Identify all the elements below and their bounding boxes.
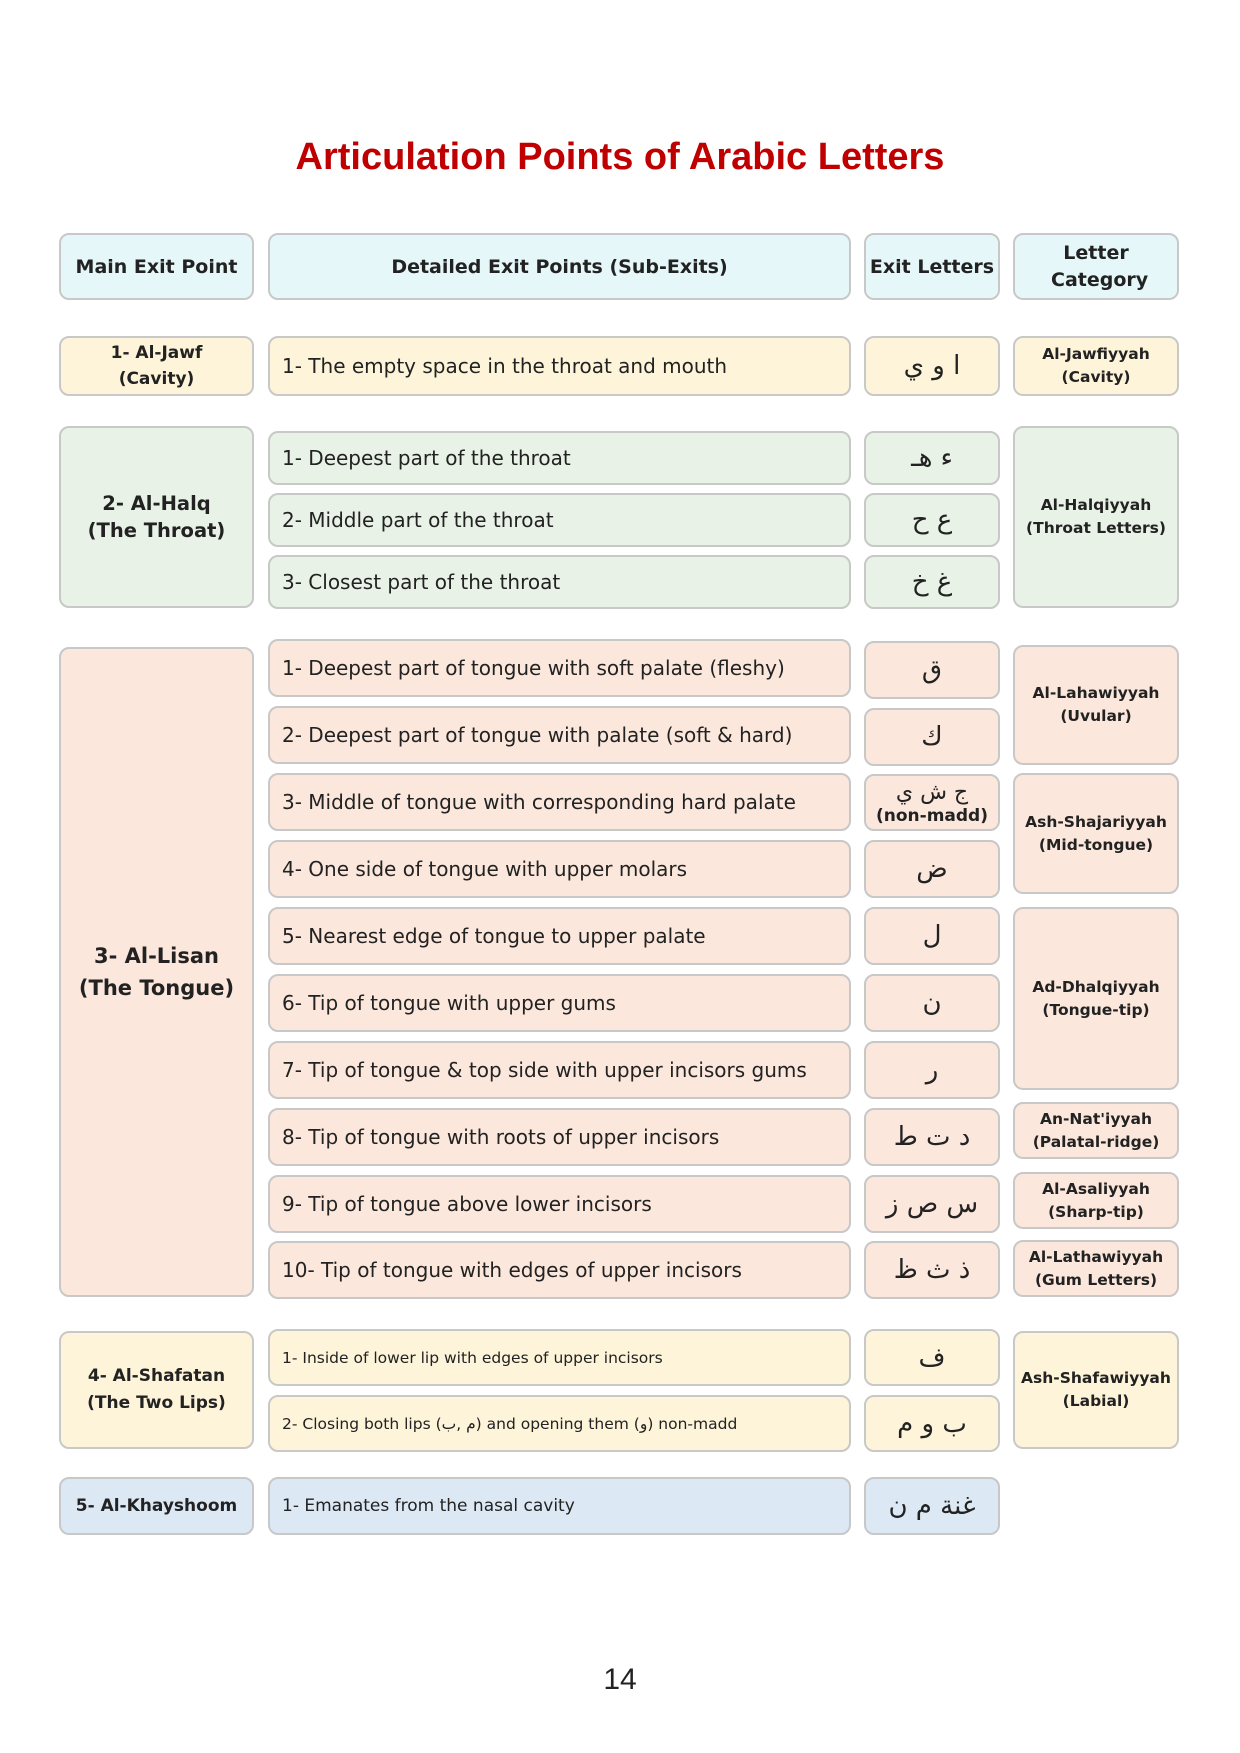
exit-letters-cell — [864, 1175, 1000, 1233]
exit-letters-cell — [864, 431, 1000, 485]
detail-row — [268, 1175, 851, 1233]
exit-letters: ق — [921, 655, 943, 685]
main-exit-lisan-name: 3- Al-Lisan — [93, 944, 219, 968]
detail-row — [268, 336, 851, 396]
exit-letters-cell — [864, 1395, 1000, 1452]
category-translation: (Labial) — [1062, 1392, 1130, 1410]
detail-row — [268, 431, 851, 485]
exit-letters-cell — [864, 555, 1000, 609]
category-halqiyyah — [1013, 426, 1179, 608]
exit-letters: ن — [922, 988, 942, 1018]
main-exit-khayshoom-name: 5- Al-Khayshoom — [75, 1496, 238, 1516]
exit-letters: ذ ث ظ — [893, 1255, 971, 1285]
main-exit-lisan — [59, 647, 254, 1297]
exit-letters: س ص ز — [885, 1189, 979, 1219]
exit-letters: د ت ط — [893, 1122, 971, 1152]
category-translation: (Gum Letters) — [1034, 1270, 1158, 1289]
main-exit-jawf-name: 1- Al-Jawf — [110, 343, 203, 363]
main-exit-halq — [59, 426, 254, 608]
detail-row — [268, 1041, 851, 1099]
header-exit-letters — [864, 233, 1000, 300]
detail-text: 5- Nearest edge of tongue to upper palate — [282, 924, 706, 948]
category-lahawiyyah — [1013, 645, 1179, 765]
main-exit-khayshoom — [59, 1477, 254, 1535]
detail-row — [268, 1329, 851, 1386]
detail-text: 4- One side of tongue with upper molars — [282, 857, 688, 881]
detail-row — [268, 493, 851, 547]
exit-letters-cell — [864, 774, 1000, 831]
exit-letters: ج ش ي — [895, 779, 969, 805]
category-name: Al-Halqiyyah — [1040, 496, 1152, 514]
detail-row — [268, 1108, 851, 1166]
category-name: Al-Lahawiyyah — [1032, 684, 1160, 702]
header-detailed-exit-label: Detailed Exit Points (Sub-Exits) — [391, 255, 728, 278]
detail-row — [268, 706, 851, 764]
exit-letters-cell — [864, 974, 1000, 1032]
exit-letters: ب و م — [897, 1408, 967, 1439]
category-translation: (Tongue-tip) — [1042, 1000, 1150, 1019]
category-lathawiyyah — [1013, 1240, 1179, 1297]
detail-row — [268, 1477, 851, 1535]
exit-letters: ء هـ — [911, 443, 953, 473]
exit-letters: غنة م ن — [888, 1491, 976, 1521]
detail-text: 2- Closing both lips (م ,ب) and opening them (و) non-madd — [282, 1414, 738, 1433]
detail-text: 7- Tip of tongue & top side with upper incisors gums — [282, 1058, 807, 1082]
category-translation: (Sharp-tip) — [1048, 1202, 1144, 1221]
main-exit-halq-name: 2- Al-Halq — [102, 492, 211, 515]
detail-row — [268, 840, 851, 898]
category-name: Ad-Dhalqiyyah — [1032, 977, 1160, 996]
detail-text: 6- Tip of tongue with upper gums — [282, 991, 616, 1015]
category-translation: (Uvular) — [1060, 707, 1132, 725]
exit-letters-cell — [864, 1108, 1000, 1166]
category-name: An-Nat'iyyah — [1039, 1109, 1153, 1128]
header-exit-letters-label: Exit Letters — [869, 255, 995, 278]
header-main-exit — [59, 233, 254, 300]
category-translation: (Mid-tongue) — [1038, 835, 1154, 854]
exit-letters-cell — [864, 907, 1000, 965]
category-natiyyah — [1013, 1102, 1179, 1159]
main-exit-halq-translation: (The Throat) — [87, 519, 226, 542]
detail-text: 2- Middle part of the throat — [282, 508, 554, 532]
category-jawfiyyah — [1013, 336, 1179, 396]
main-exit-lisan-translation: (The Tongue) — [78, 976, 235, 1000]
detail-row — [268, 773, 851, 831]
header-detailed-exit — [268, 233, 851, 300]
detail-text: 1- Deepest part of the throat — [282, 446, 571, 470]
main-exit-shafatan-name: 4- Al-Shafatan — [87, 1366, 226, 1386]
detail-row — [268, 639, 851, 697]
main-exit-jawf — [59, 336, 254, 396]
exit-letters-note: (non-madd) — [875, 805, 988, 826]
detail-row — [268, 974, 851, 1032]
detail-text: 9- Tip of tongue above lower incisors — [282, 1192, 652, 1216]
exit-letters-cell — [864, 708, 1000, 766]
page-number: 14 — [603, 1663, 637, 1696]
category-name: Al-Asaliyyah — [1042, 1179, 1150, 1198]
exit-letters-cell — [864, 1041, 1000, 1099]
detail-row — [268, 1241, 851, 1299]
main-exit-shafatan — [59, 1331, 254, 1449]
category-name: Ash-Shafawiyyah — [1021, 1369, 1171, 1387]
category-translation: (Palatal-ridge) — [1032, 1132, 1160, 1151]
exit-letters-cell — [864, 336, 1000, 396]
category-name: Al-Jawfiyyah — [1042, 345, 1150, 363]
main-exit-shafatan-translation: (The Two Lips) — [87, 1393, 226, 1413]
exit-letters: ض — [916, 854, 948, 884]
category-name: Ash-Shajariyyah — [1025, 812, 1167, 831]
header-letter-category — [1013, 233, 1179, 300]
main-exit-jawf-translation: (Cavity) — [118, 369, 195, 389]
exit-letters: غ خ — [911, 567, 953, 597]
detail-text: 1- Emanates from the nasal cavity — [282, 1496, 575, 1516]
exit-letters-cell — [864, 493, 1000, 547]
category-translation: (Throat Letters) — [1026, 519, 1166, 537]
detail-text: 2- Deepest part of tongue with palate (soft & hard) — [282, 723, 793, 747]
exit-letters: ل — [922, 921, 942, 951]
exit-letters: ف — [918, 1342, 946, 1373]
category-translation: (Cavity) — [1061, 368, 1131, 386]
exit-letters: ر — [925, 1055, 939, 1085]
header-main-exit-label: Main Exit Point — [75, 255, 238, 278]
category-shafawiyyah — [1013, 1331, 1179, 1449]
exit-letters-cell — [864, 641, 1000, 699]
exit-letters: ك — [921, 722, 943, 752]
detail-text: 1- Inside of lower lip with edges of upper incisors — [282, 1348, 663, 1367]
detail-text: 1- The empty space in the throat and mouth — [282, 354, 728, 378]
detail-row — [268, 1395, 851, 1452]
category-dhalqiyyah — [1013, 907, 1179, 1090]
category-name: Al-Lathawiyyah — [1028, 1247, 1164, 1266]
page-title: Articulation Points of Arabic Letters — [295, 136, 945, 178]
category-asaliyyah — [1013, 1172, 1179, 1229]
detail-text: 10- Tip of tongue with edges of upper incisors — [282, 1258, 742, 1282]
exit-letters: ع ح — [911, 505, 953, 535]
exit-letters-cell — [864, 1329, 1000, 1386]
detail-row — [268, 907, 851, 965]
detail-text: 3- Closest part of the throat — [282, 570, 561, 594]
detail-text: 3- Middle of tongue with corresponding hard palate — [282, 790, 796, 814]
exit-letters-cell — [864, 1477, 1000, 1535]
header-letter-category-label: Letter Category — [1051, 241, 1149, 291]
detail-text: 8- Tip of tongue with roots of upper incisors — [282, 1125, 720, 1149]
detail-row — [268, 555, 851, 609]
exit-letters-cell — [864, 840, 1000, 898]
exit-letters: ا و ي — [903, 351, 961, 381]
category-shajariyyah — [1013, 773, 1179, 894]
detail-text: 1- Deepest part of tongue with soft palate (fleshy) — [282, 656, 785, 680]
exit-letters-cell — [864, 1241, 1000, 1299]
